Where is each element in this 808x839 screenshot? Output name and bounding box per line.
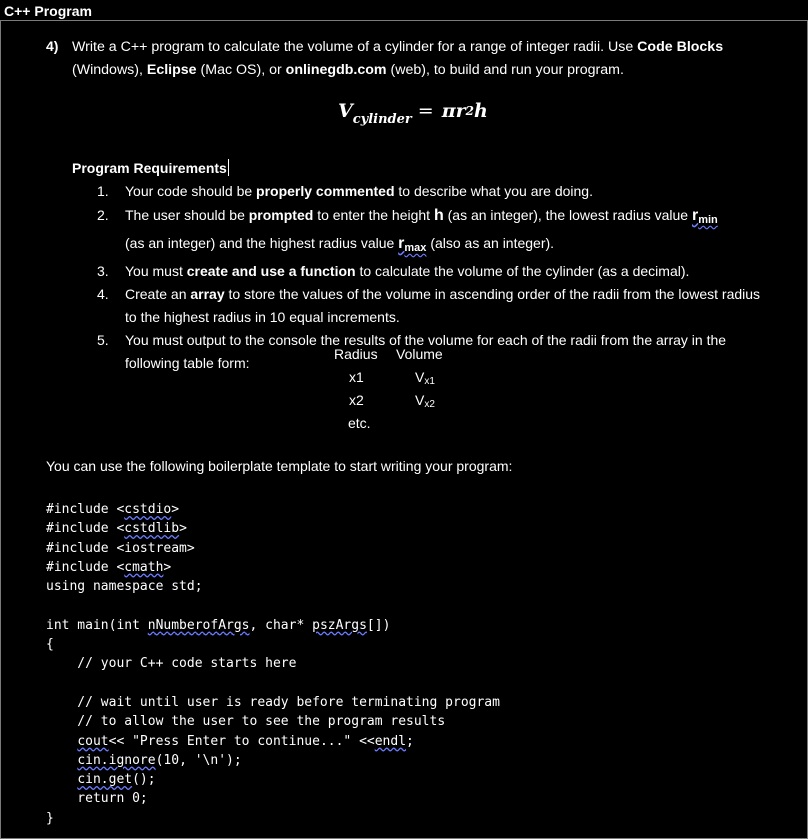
requirement-item: 1. Your code should be properly commented to describe what you are doing. [97,183,593,199]
requirement-item: 3. You must create and use a function to calculate the volume of the cylinder (as a decimal). [97,263,690,279]
table-cell-radius: x1 [349,369,364,385]
title-bar [0,0,808,21]
table-cell-volume: Vx2 [415,392,435,410]
boilerplate-intro: You can use the following boilerplate template to start writing your program: [46,458,513,474]
table-cell-volume: Vx1 [415,369,435,387]
table-header-radius: Radius [334,346,378,362]
volume-formula: $V_{cylinder} = \pi r^2h$ [338,100,488,127]
requirement-item: 4. Create an array to store the values of the volume in ascending order of the radii from the lowest radius to the highest radius in 10 equal increments. [97,286,761,325]
question-text: Write a C++ program to calculate the volume of a cylinder for a range of integer radii. Use Code Blocks (Windows), Eclipse (Mac OS), or onlinegdb.com (web), to build and run your program. [72,39,724,78]
requirement-item: 5. You must output to the console the results of the volume for each of the radii from the array in the following table form: [97,332,727,371]
table-header-volume: Volume [396,346,443,362]
requirements-title: Program Requirements [72,160,227,176]
table-cell-radius: x2 [349,392,364,408]
page-title: C++ Program [4,3,92,19]
requirement-item: 2. The user should be prompted to enter the height h (as an integer), the lowest radius value $r_{min}$ (as an integer) and the highest radius value $r_{max}$ (also as an integer). [97,207,718,254]
frame-left-border [0,20,1,839]
text-cursor [228,159,229,176]
question-number: 4) [46,38,59,54]
table-cell-etc: etc. [348,415,371,431]
code-block: #include <cstdio> #include <cstdlib> #include <iostream> #include <cmath> using namespace std; int main(int nNumberofArgs, char* pszArgs[]) { // your C++ code starts here // wait until user is ready before terminating program // to allow the user to see the program results cout<< "Press Enter to continue..." <<endl; cin.ignore(10, '\n'); cin.get(); return 0; } [46,502,500,826]
